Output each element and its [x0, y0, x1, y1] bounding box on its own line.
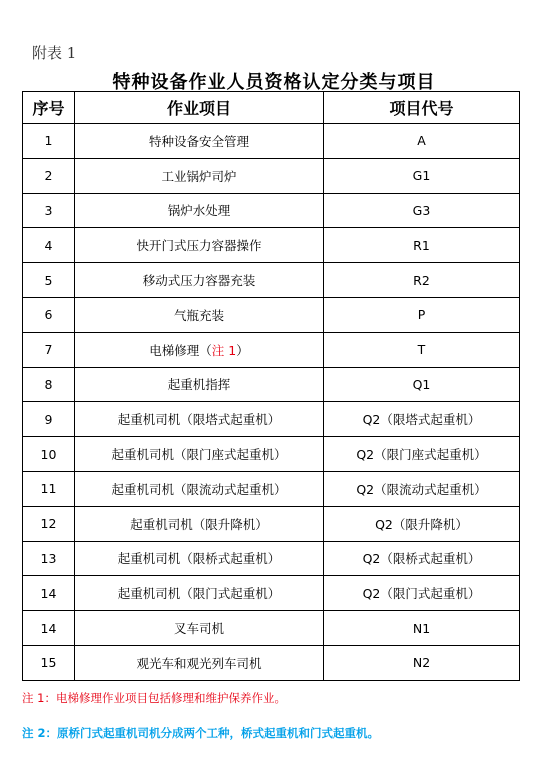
- table-row: [23, 193, 520, 228]
- cell-code: G3: [324, 193, 520, 228]
- cell-code: N1: [324, 611, 520, 646]
- table-row: [23, 402, 520, 437]
- cell-item-close: ）: [236, 342, 249, 358]
- cell-seq: 11: [23, 471, 75, 506]
- table-row: [23, 124, 520, 159]
- cell-seq: 14: [23, 576, 75, 611]
- cell-code: N2: [324, 645, 520, 680]
- cell-item: 起重机指挥: [75, 367, 324, 402]
- cell-code: Q2（限门座式起重机）: [324, 437, 520, 472]
- document-title: 特种设备作业人员资格认定分类与项目: [112, 72, 436, 93]
- table-row: [23, 332, 520, 367]
- table-row: [23, 645, 520, 680]
- cell-item: 特种设备安全管理: [75, 124, 324, 159]
- cell-item: 起重机司机（限流动式起重机）: [75, 471, 324, 506]
- cell-code: A: [324, 124, 520, 159]
- cell-seq: 1: [23, 124, 75, 159]
- cell-code: R1: [324, 228, 520, 263]
- table-row: [23, 541, 520, 576]
- cell-item: 移动式压力容器充装: [75, 263, 324, 298]
- cell-code: Q2（限升降机）: [324, 506, 520, 541]
- cell-seq: 7: [23, 332, 75, 367]
- cell-code: T: [324, 332, 520, 367]
- qualification-table: [22, 91, 520, 681]
- header-code: 项目代号: [324, 92, 520, 124]
- table-header-row: [23, 92, 520, 124]
- header-item: 作业项目: [75, 92, 324, 124]
- cell-item: 起重机司机（限桥式起重机）: [75, 541, 324, 576]
- cell-code: Q2（限桥式起重机）: [324, 541, 520, 576]
- footnote-1: 注 1：电梯修理作业项目包括修理和维护保养作业。: [22, 691, 286, 705]
- table-row: [23, 297, 520, 332]
- cell-item: [75, 332, 324, 367]
- cell-item: 起重机司机（限升降机）: [75, 506, 324, 541]
- table-row: [23, 263, 520, 298]
- cell-code: P: [324, 297, 520, 332]
- table-row: [23, 367, 520, 402]
- cell-item: 叉车司机: [75, 611, 324, 646]
- table-row: [23, 611, 520, 646]
- cell-seq: 2: [23, 158, 75, 193]
- table-row: [23, 471, 520, 506]
- table-row: [23, 158, 520, 193]
- cell-item: 气瓶充装: [75, 297, 324, 332]
- cell-seq: 9: [23, 402, 75, 437]
- cell-code: Q2（限门式起重机）: [324, 576, 520, 611]
- cell-item: 快开门式压力容器操作: [75, 228, 324, 263]
- note-reference: 注 1: [211, 342, 237, 358]
- cell-seq: 3: [23, 193, 75, 228]
- cell-seq: 14: [23, 611, 75, 646]
- cell-code: Q1: [324, 367, 520, 402]
- table-row: [23, 437, 520, 472]
- cell-code: G1: [324, 158, 520, 193]
- cell-item: 观光车和观光列车司机: [75, 645, 324, 680]
- cell-item: 起重机司机（限门座式起重机）: [75, 437, 324, 472]
- cell-item: 工业锅炉司炉: [75, 158, 324, 193]
- cell-item: 锅炉水处理: [75, 193, 324, 228]
- cell-seq: 5: [23, 263, 75, 298]
- table-row: [23, 576, 520, 611]
- cell-seq: 15: [23, 645, 75, 680]
- cell-item-text: 电梯修理（: [149, 342, 212, 358]
- cell-seq: 12: [23, 506, 75, 541]
- cell-code: Q2（限流动式起重机）: [324, 471, 520, 506]
- cell-code: R2: [324, 263, 520, 298]
- cell-seq: 8: [23, 367, 75, 402]
- cell-seq: 10: [23, 437, 75, 472]
- cell-seq: 4: [23, 228, 75, 263]
- table-row: [23, 506, 520, 541]
- footnote-2: 注 2：原桥门式起重机司机分成两个工种，桥式起重机和门式起重机。: [22, 726, 380, 740]
- annex-label: 附表 1: [32, 44, 77, 62]
- table-row: [23, 228, 520, 263]
- header-seq: 序号: [23, 92, 75, 124]
- cell-item: 起重机司机（限门式起重机）: [75, 576, 324, 611]
- cell-seq: 13: [23, 541, 75, 576]
- cell-item: 起重机司机（限塔式起重机）: [75, 402, 324, 437]
- cell-seq: 6: [23, 297, 75, 332]
- cell-code: Q2（限塔式起重机）: [324, 402, 520, 437]
